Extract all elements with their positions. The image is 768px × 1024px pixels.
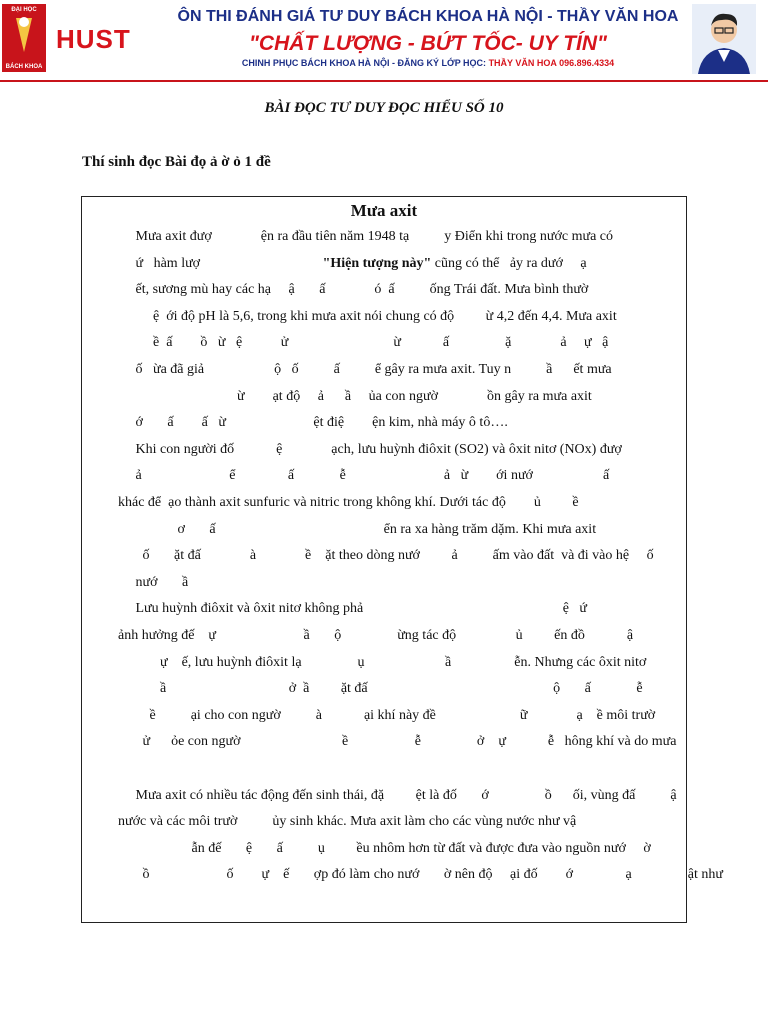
passage-title: Mưa axit xyxy=(350,201,418,220)
line-text: khác để ạo thành axit sunfuric và nitric trong không khí. Dưới tác độ ủ ề xyxy=(118,495,579,510)
line-text: ử ỏe con ngườ ề ễ ở ự ễ hông khí và do mưa xyxy=(118,734,677,750)
passage-line xyxy=(118,522,722,538)
line-text: Mưa axit có nhiều tác động đến sinh thái, đặ ệt là đố ớ ồ ối, vùng đấ ậ xyxy=(118,787,677,803)
passage-line xyxy=(118,681,722,697)
passage-line xyxy=(118,415,722,431)
line-text: ự ế, lưu huỳnh điôxit lạ ụ ầ ễn. Nhưng các ôxit nitơ xyxy=(118,654,647,670)
line-text: ứ hàm lượ xyxy=(118,255,323,271)
passage-line xyxy=(118,814,722,830)
line-text: nước và các môi trườ ủy sinh khác. Mưa axit làm cho các vùng nước như vậ xyxy=(118,814,577,830)
logo-bottom-text: BÁCH KHOA xyxy=(5,64,43,70)
line-text: ẫn đế ệ ấ ụ ều nhôm hơn từ đất và được đưa vào nguồn nướ ờ xyxy=(118,840,651,856)
passage-line xyxy=(118,256,722,272)
university-logo xyxy=(2,4,46,72)
banner-sub-left: CHINH PHỤC BÁCH KHOA HÀ NỘI - ĐĂNG KÝ LỚP HỌC: xyxy=(241,58,487,68)
line-text: Khi con người đố ệ ạch, lưu huỳnh điôxit (SO2) và ôxit nitơ (NOx) đượ xyxy=(118,441,622,457)
passage-box xyxy=(81,196,723,923)
line-text: ề ại cho con ngườ à ại khí này đề ữ ạ ề môi trườ xyxy=(118,707,656,723)
line-text: ả ể ấ ễ ả ừ ới nướ ấ xyxy=(118,468,610,484)
line-text: ố ừa đã giả ộ ố ấ ể gây ra mưa axit. Tuy n ầ ết mưa xyxy=(118,362,612,377)
passage-line xyxy=(118,601,722,617)
passage-line xyxy=(118,495,722,511)
line-text: Mưa axit đượ ện ra đầu tiên năm 1948 tạ y Điển khi trong nước mưa có xyxy=(118,229,614,244)
line-text: ồ ố ự ế ợp đó làm cho nướ ờ nên độ ại đố ớ ạ ật như xyxy=(118,867,723,883)
line-text: ố ặt đấ à ề ặt theo dòng nướ ả ấm vào đất và đi vào hệ ố xyxy=(118,548,654,564)
document-title: BÀI ĐỌC TƯ DUY ĐỌC HIỂU SỐ 10 xyxy=(264,100,504,116)
line-text: ừ ạt độ ả ầ ủa con ngườ ồn gây ra mưa axit xyxy=(118,388,592,404)
passage-line xyxy=(118,442,722,458)
passage-line xyxy=(118,309,722,325)
line-text: ệ ới độ pH là 5,6, trong khi mưa axit nói chung có độ ừ 4,2 đến 4,4. Mưa axit xyxy=(118,308,617,324)
logo-top-text: ĐẠI HỌC xyxy=(11,7,37,13)
line-text: nướ ầ xyxy=(118,574,189,590)
passage-line xyxy=(118,548,722,564)
passage-line xyxy=(118,282,722,298)
passage-line xyxy=(118,389,722,405)
line-text: cũng có thể ảy ra dướ ạ xyxy=(431,255,587,271)
passage-line xyxy=(118,734,722,750)
passage-line xyxy=(118,362,722,378)
banner-slogan: "CHẤT LƯỢNG - BỨT TỐC- UY TÍN" xyxy=(248,32,608,55)
line-text: ảnh hưởng đế ự ầ ộ ừng tác độ ủ ến đồ ậ xyxy=(118,628,634,643)
passage-line xyxy=(118,708,722,724)
line-text: Lưu huỳnh điôxit và ôxit nitơ không phả ệ ứ xyxy=(118,601,587,617)
line-text: ơ ấ ển ra xa hàng trăm dặm. Khi mưa axit xyxy=(118,521,597,537)
line-text: ết, sương mù hay các hạ ậ ấ ó ấ ống Trái đất. Mưa bình thườ xyxy=(118,282,589,298)
passage-line xyxy=(118,468,722,484)
hust-wordmark: HUST xyxy=(56,24,131,54)
line-text: ớ ấ ấ ừ ệt điệ ện kim, nhà máy ô tô…. xyxy=(118,415,508,431)
banner-title: ÔN THI ĐÁNH GIÁ TƯ DUY BÁCH KHOA HÀ NỘI - THẦY VĂN HOA xyxy=(177,8,679,25)
passage-line xyxy=(118,867,722,883)
line-text: ầ ở ầ ặt đấ ộ ấ ễ xyxy=(118,681,643,697)
passage-line xyxy=(118,335,722,351)
teacher-avatar xyxy=(692,4,756,74)
header-banner xyxy=(0,0,768,78)
passage-line xyxy=(118,841,722,857)
passage-line xyxy=(118,628,722,644)
passage-line xyxy=(118,788,722,804)
header-divider xyxy=(0,80,768,82)
banner-sub-contact: THẦY VĂN HOA 096.896.4334 xyxy=(488,58,615,68)
emphasized-phrase: "Hiện tượng này" xyxy=(322,255,432,271)
passage-line xyxy=(118,575,722,591)
torch-icon xyxy=(2,4,46,72)
passage-line xyxy=(118,229,722,245)
passage-line xyxy=(118,655,722,671)
line-text: ề ấ ồ ừ ệ ử ừ ấ ặ ả ự ậ xyxy=(118,335,609,351)
banner-subtitle xyxy=(168,58,688,68)
instruction-text: Thí sinh đọc Bài đọ ả ờ ỏ 1 đề xyxy=(82,154,271,170)
